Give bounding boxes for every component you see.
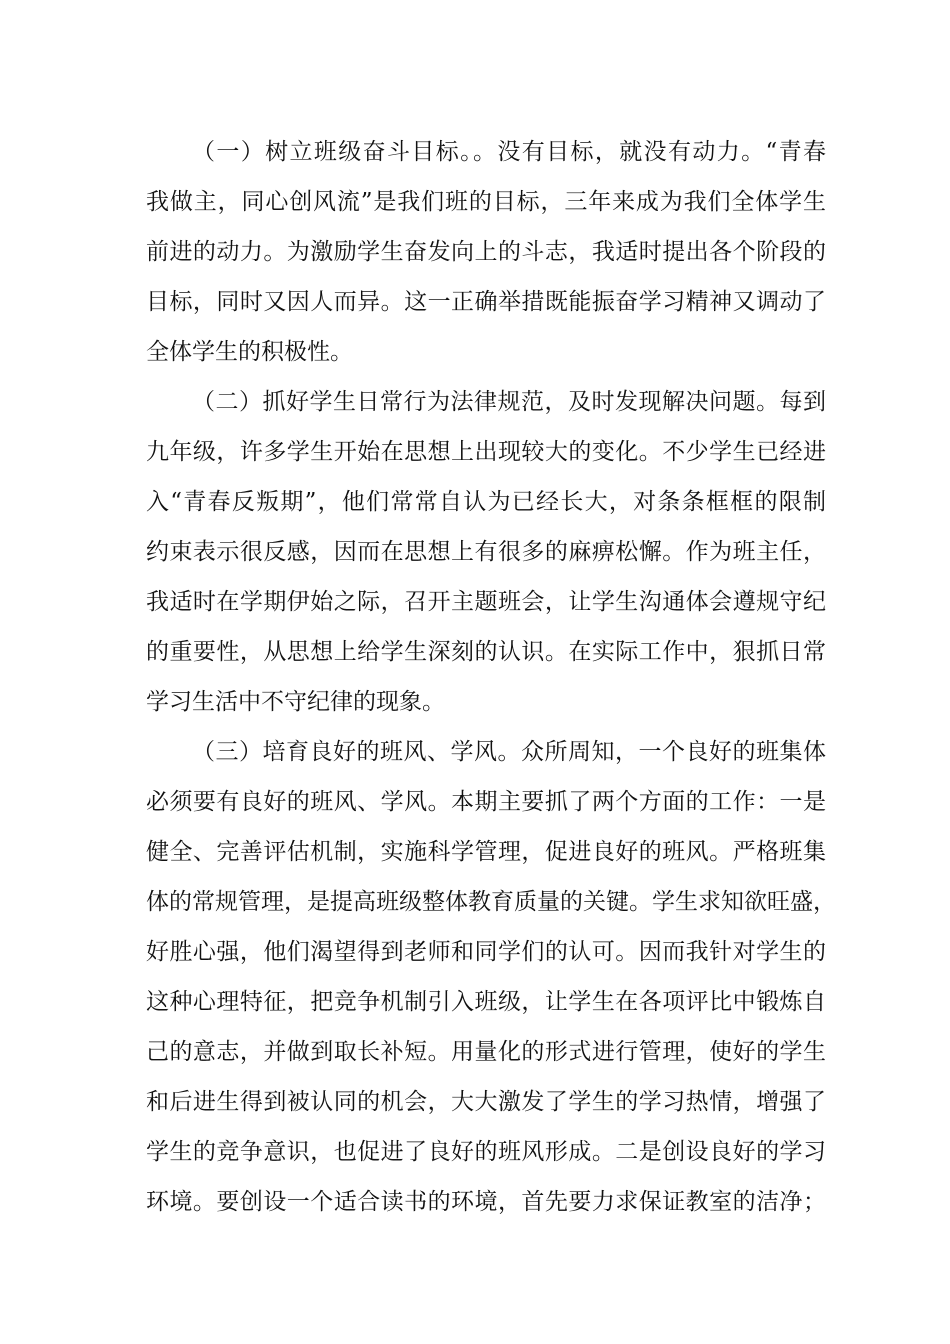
paragraph-2-line-1: （二）抓好学生日常行为法律规范，及时发现解决问题。每到	[192, 389, 826, 415]
paragraph-2-line-2: 九年级，许多学生开始在思想上出现较大的变化。不少学生已经进	[146, 439, 826, 465]
paragraph-2-line-6: 的重要性，从思想上给学生深刻的认识。在实际工作中，狠抓日常	[146, 639, 826, 665]
paragraph-3-line-5: 好胜心强，他们渴望得到老师和同学们的认可。因而我针对学生的	[146, 939, 826, 965]
paragraph-3-line-2: 必须要有良好的班风、学风。本期主要抓了两个方面的工作：一是	[146, 789, 826, 815]
paragraph-3-line-3: 健全、完善评估机制，实施科学管理，促进良好的班风。严格班集	[146, 839, 826, 865]
paragraph-3-line-7: 己的意志，并做到取长补短。用量化的形式进行管理，使好的学生	[146, 1039, 826, 1065]
paragraph-3-line-8: 和后进生得到被认同的机会，大大激发了学生的学习热情，增强了	[146, 1089, 826, 1115]
paragraph-2-line-3: 入“青春反叛期”，他们常常自认为已经长大，对条条框框的限制	[146, 489, 826, 515]
paragraph-1-line-3: 前进的动力。为激励学生奋发向上的斗志，我适时提出各个阶段的	[146, 239, 826, 265]
paragraph-3-line-10: 环境。要创设一个适合读书的环境，首先要力求保证教室的洁净；	[146, 1189, 826, 1215]
paragraph-1-line-5: 全体学生的积极性。	[146, 339, 353, 365]
paragraph-3-line-1: （三）培育良好的班风、学风。众所周知，一个良好的班集体	[192, 739, 826, 765]
paragraph-3-line-4: 体的常规管理，是提高班级整体教育质量的关键。学生求知欲旺盛，	[146, 889, 836, 915]
paragraph-1-line-1: （一）树立班级奋斗目标。。没有目标，就没有动力。“青春	[192, 139, 826, 165]
paragraph-2-line-4: 约束表示很反感，因而在思想上有很多的麻痹松懈。作为班主任，	[146, 539, 826, 565]
paragraph-2-line-7: 学习生活中不守纪律的现象。	[146, 689, 445, 715]
paragraph-2-line-5: 我适时在学期伊始之际，召开主题班会，让学生沟通体会遵规守纪	[146, 589, 826, 615]
paragraph-1-line-4: 目标，同时又因人而异。这一正确举措既能振奋学习精神又调动了	[146, 289, 826, 315]
paragraph-1-line-2: 我做主，同心创风流”是我们班的目标，三年来成为我们全体学生	[146, 189, 826, 215]
paragraph-3-line-6: 这种心理特征，把竞争机制引入班级，让学生在各项评比中锻炼自	[146, 989, 826, 1015]
paragraph-3-line-9: 学生的竞争意识，也促进了良好的班风形成。二是创设良好的学习	[146, 1139, 826, 1165]
